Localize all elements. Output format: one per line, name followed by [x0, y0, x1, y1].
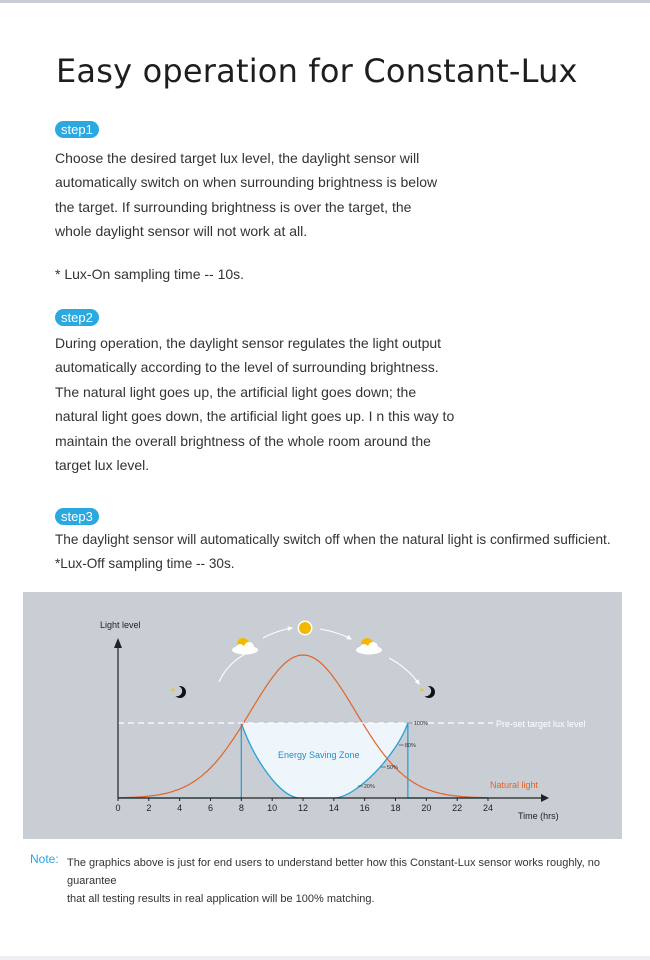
sun-icon [299, 622, 311, 634]
x-tick-label: 8 [238, 803, 244, 813]
top-border [0, 0, 650, 3]
step2-line: The natural light goes up, the artificial light goes down; the [55, 383, 417, 400]
x-tick-label: 6 [207, 803, 214, 813]
sun-path-arrow [320, 629, 351, 639]
constant-lux-chart [23, 592, 622, 839]
note-line: that all testing results in real application will be 100% matching. [67, 893, 375, 905]
x-tick-label: 0 [115, 803, 121, 813]
note-line: The graphics above is just for end users to understand better how this Constant-Lux sensor works roughly, no guarantee [67, 857, 600, 887]
step2-description [55, 331, 475, 477]
dimming-label: 100% [413, 721, 428, 727]
target-lux-label: Pre-set target lux level [496, 719, 586, 729]
step1-description [55, 146, 475, 244]
step3-badge: step3 [55, 508, 99, 525]
sun-path-arrow [263, 628, 292, 638]
x-tick-label: 24 [482, 803, 494, 813]
step1-badge: step1 [55, 121, 99, 138]
x-axis-arrow [541, 794, 549, 802]
cloud-icon [368, 642, 378, 652]
step3-line: *Lux-Off sampling time -- 30s. [55, 556, 235, 572]
sun-path-arrow [219, 652, 249, 682]
x-tick-label: 2 [146, 803, 152, 813]
step1-line: whole daylight sensor will not work at all. [55, 223, 308, 240]
sun-path-arrow [389, 658, 419, 684]
star-icon [172, 689, 175, 692]
y-axis-label: Light level [100, 620, 141, 630]
x-tick-label: 18 [390, 803, 401, 813]
x-axis-label: Time (hrs) [518, 811, 559, 821]
bottom-border [0, 956, 650, 960]
natural-light-legend: Natural light [490, 780, 539, 790]
step1-line: Choose the desired target lux level, the daylight sensor will [55, 150, 420, 166]
cloud-icon [360, 644, 368, 652]
step1-line: automatically switch on when surrounding brightness is below [55, 174, 438, 191]
note-text [67, 854, 637, 908]
x-tick-label: 10 [267, 803, 278, 813]
page-title: Easy operation for Constant-Lux [56, 52, 578, 90]
chart-svg [23, 592, 622, 839]
x-tick-label: 20 [421, 803, 432, 813]
dimming-label: 50% [386, 765, 398, 771]
step2-line: maintain the overall brightness of the whole room around the [55, 432, 431, 449]
step2-badge: step2 [55, 309, 99, 326]
x-tick-label: 4 [177, 803, 183, 813]
cloud-icon [244, 642, 254, 652]
energy-saving-zone [241, 723, 408, 798]
cloud-icon [236, 644, 244, 652]
x-tick-label: 12 [297, 803, 309, 813]
note-label: Note: [30, 852, 59, 866]
step3-line: The daylight sensor will automatically switch off when the natural light is confirmed sufficient. [55, 532, 611, 547]
x-tick-label: 16 [359, 803, 370, 813]
energy-saving-zone-label: Energy Saving Zone [278, 750, 360, 760]
step2-line: During operation, the daylight sensor regulates the light output [55, 335, 442, 351]
x-tick-label: 14 [328, 803, 339, 813]
lux-on-sampling-note: * Lux-On sampling time -- 10s. [55, 266, 245, 282]
step2-line: natural light goes down, the artificial light goes up. I n this way to [55, 408, 455, 425]
x-tick-label: 22 [452, 803, 463, 813]
dimming-label: 20% [363, 784, 375, 790]
y-axis-arrow [114, 638, 122, 648]
step1-line: the target. If surrounding brightness is over the target, the [55, 198, 412, 215]
step2-line: target lux level. [55, 457, 150, 474]
step2-line: automatically according to the level of surrounding brightness. [55, 359, 439, 376]
star-icon [421, 689, 424, 692]
step3-description [55, 528, 645, 577]
dimming-label: 80% [404, 743, 416, 749]
